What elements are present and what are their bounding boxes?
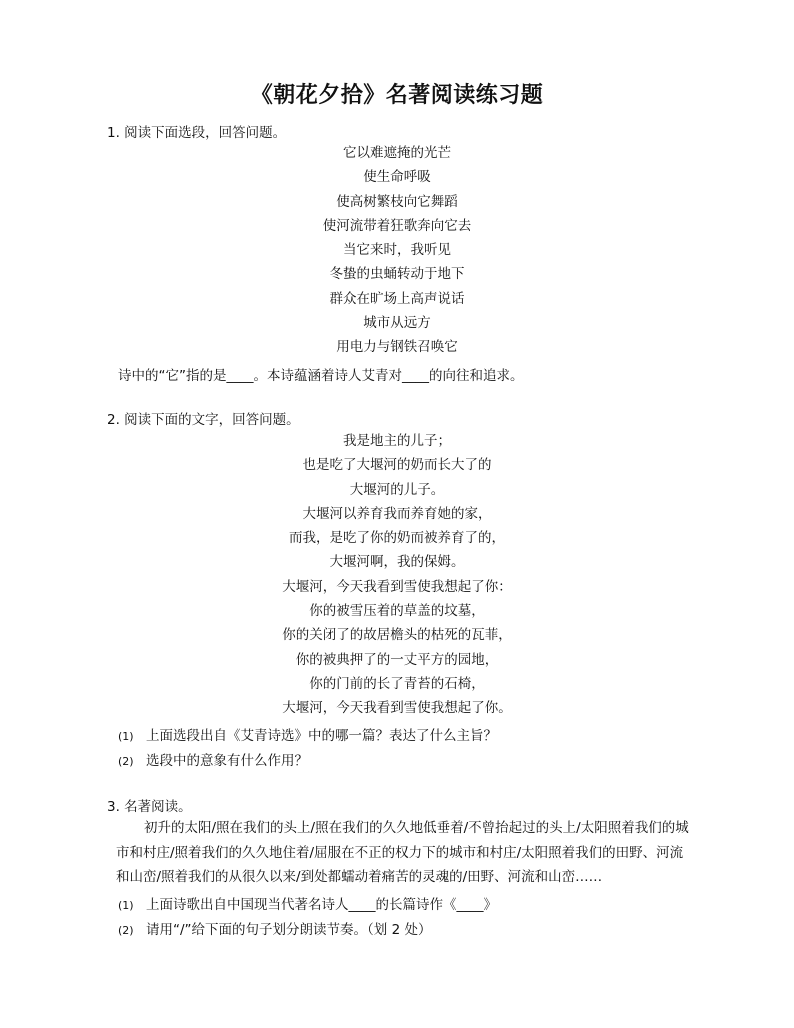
question-3-heading: 3. 名著阅读。 <box>107 799 192 815</box>
poem-line: 使生命呼吸 <box>363 169 431 186</box>
poem-line: 大堰河以养育我而养育她的家， <box>302 505 492 522</box>
poem-line: 用电力与钢铁召唤它 <box>336 339 458 356</box>
question-3-sub-1 <box>118 893 497 913</box>
poem-line: 你的门前的长了青苔的石椅， <box>309 675 485 692</box>
passage-line: 和山峦/照着我们的从很久以来/到处都蠕动着痛苦的灵魂的/田野、河流和山峦…… <box>116 869 603 885</box>
poem-line: 也是吃了大堰河的奶而长大了的 <box>302 457 492 474</box>
sub-number: (2) <box>118 755 134 768</box>
passage-line: 市和村庄/照着我们的久久地住着/屈服在不正的权力下的城市和村庄/太阳照着我们的田野、河流 <box>116 844 684 861</box>
sub-text: 请用“/”给下面的句子划分朗读节奏。（划 2 处） <box>146 922 432 938</box>
page-title: 《朝花夕拾》名著阅读练习题 <box>250 83 544 108</box>
poem-line: 城市从远方 <box>363 315 431 332</box>
sub-text: 上面选段出自《艾青诗选》中的哪一篇？表达了什么主旨？ <box>146 728 497 744</box>
sub-number: (2) <box>118 924 134 937</box>
poem-line: 你的被典押了的一丈平方的园地， <box>295 651 499 668</box>
poem-line: 而我，是吃了你的奶而被养育了的， <box>289 530 505 547</box>
poem-line: 当它来时，我听见 <box>343 242 451 259</box>
passage-line: 初升的太阳/照在我们的头上/照在我们的久久地低垂着/不曾抬起过的头上/太阳照着我们的城 <box>144 820 689 836</box>
question-1-prompt: 诗中的“它”指的是____。本诗蕴涵着诗人艾青对____的向往和追求。 <box>118 368 524 384</box>
question-1-heading: 1. 阅读下面选段，回答问题。 <box>107 125 287 141</box>
question-3-passage <box>116 816 716 890</box>
poem-line: 我是地主的儿子； <box>343 433 451 449</box>
poem-line: 你的被雪压着的草盖的坟墓， <box>309 603 485 620</box>
sub-number: (1) <box>118 730 134 743</box>
poem-line: 大堰河，今天我看到雪使我想起了你。 <box>282 700 512 717</box>
poem-line: 冬蛰的虫蛹转动于地下 <box>329 266 465 283</box>
poem-line: 群众在旷场上高声说话 <box>329 290 465 307</box>
sub-text: 上面诗歌出自中国现当代著名诗人____的长篇诗作《____》 <box>146 897 497 913</box>
poem-line: 大堰河啊，我的保姆。 <box>329 554 465 571</box>
poem-line: 你的关闭了的故居檐头的枯死的瓦菲， <box>282 627 512 644</box>
sub-text: 选段中的意象有什么作用？ <box>146 753 308 769</box>
question-2-heading: 2. 阅读下面的文字，回答问题。 <box>107 412 300 428</box>
poem-line: 使高树繁枝向它舞蹈 <box>336 193 458 210</box>
poem-line: 大堰河的儿子。 <box>349 481 445 498</box>
question-1-poem <box>0 141 794 360</box>
question-2-sub-2 <box>118 749 308 769</box>
poem-line: 使河流带着狂歌奔向它去 <box>322 217 472 234</box>
sub-number: (1) <box>118 899 134 912</box>
poem-line: 大堰河，今天我看到雪使我想起了你： <box>282 578 512 595</box>
poem-line: 它以难遮掩的光芒 <box>343 145 451 161</box>
question-3-sub-2 <box>118 918 431 938</box>
question-2-sub-1 <box>118 724 497 744</box>
question-2-poem <box>0 429 794 721</box>
